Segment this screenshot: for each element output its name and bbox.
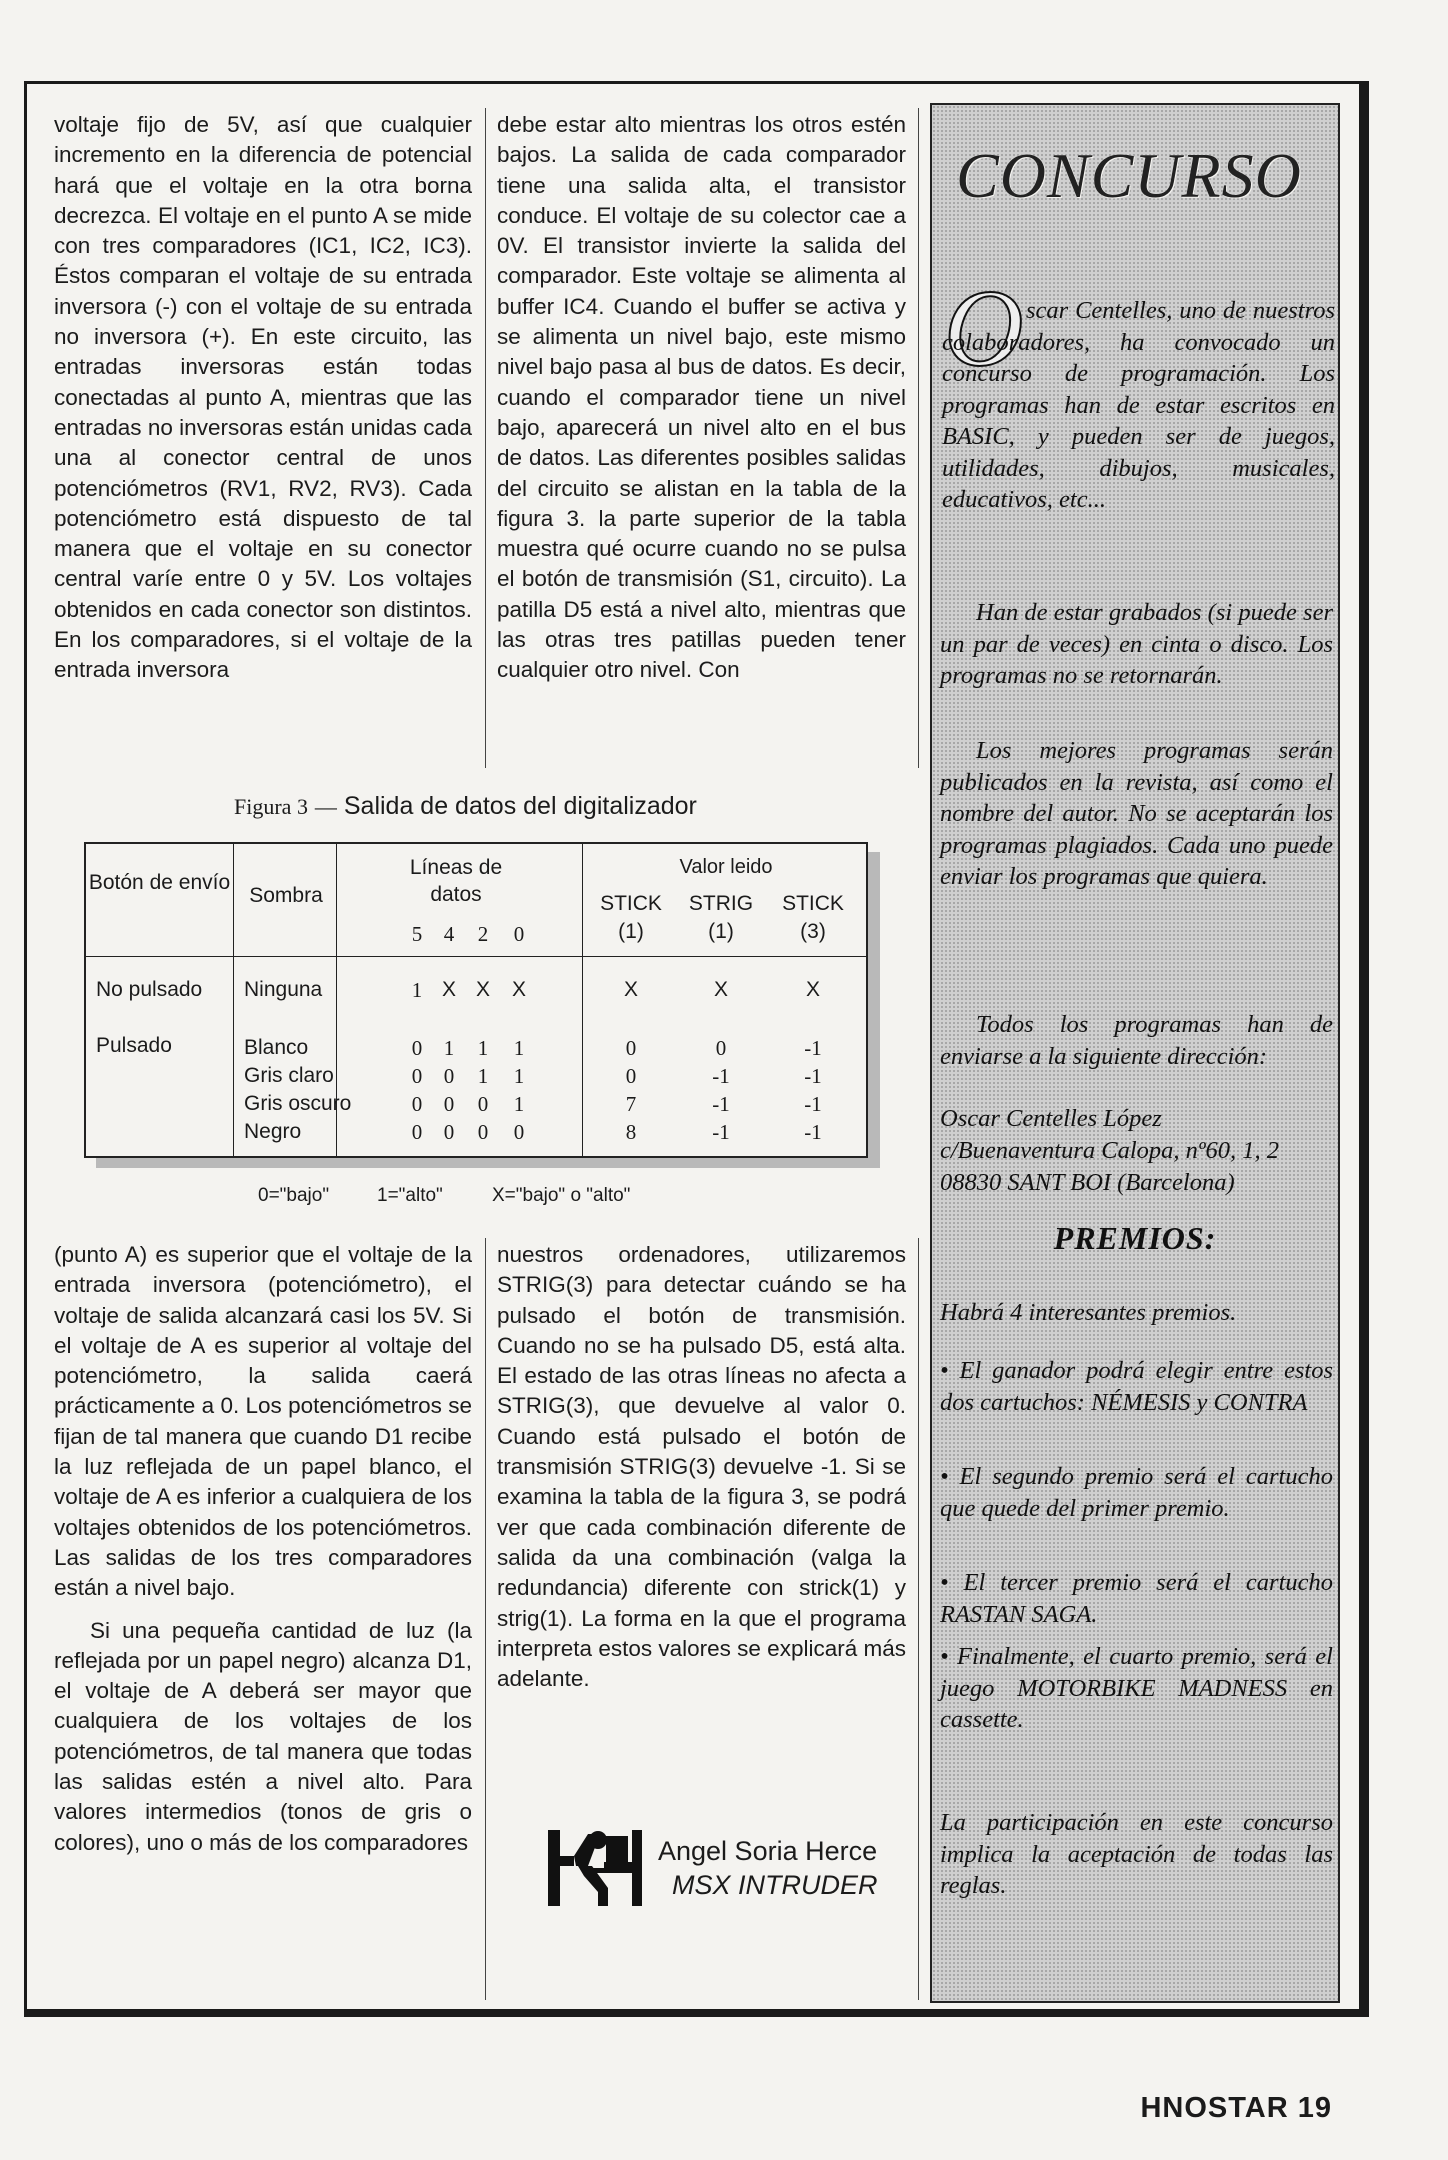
article-column-1 [54, 110, 472, 686]
header-valor: Valor leido [679, 856, 773, 878]
row-value: 0 [715, 1036, 727, 1060]
legend-alto: 1="alto" [377, 1185, 443, 1206]
header-bit: 0 [513, 922, 525, 946]
row-value: -1 [804, 1064, 822, 1088]
row-sombra: Gris claro [244, 1064, 334, 1087]
figure-caption [234, 792, 697, 821]
concurso-paragraph: Todos los programas han de enviarse a la siguiente dirección: [940, 1011, 1333, 1070]
concurso-closing: La participación en este concurso implica la aceptación de todas las reglas. [940, 1809, 1333, 1899]
computer-user-icon [548, 1826, 644, 1906]
row-bit: 0 [411, 1120, 423, 1144]
row-bit: X [511, 978, 526, 1001]
row-value: X [713, 978, 728, 1001]
column-divider [918, 1238, 919, 2000]
row-boton: Pulsado [96, 1034, 172, 1057]
address-line: Oscar Centelles López [940, 1105, 1162, 1132]
header-bit: 4 [443, 922, 455, 946]
header-stick1: STICK [600, 892, 662, 915]
row-bit: X [475, 978, 490, 1001]
column-divider [485, 108, 486, 768]
prize-item: • Finalmente, el cuarto premio, será el juego MOTORBIKE MADNESS en cassette. [940, 1643, 1333, 1733]
row-bit: 1 [477, 1064, 489, 1088]
header-stick3-sub: (3) [800, 920, 826, 943]
author-name: Angel Soria Herce [658, 1836, 878, 1866]
row-bit: 0 [411, 1064, 423, 1088]
header-sombra: Sombra [249, 884, 323, 907]
row-sombra: Blanco [244, 1036, 309, 1059]
row-value: -1 [712, 1120, 730, 1144]
row-value: -1 [804, 1036, 822, 1060]
header-strig1-sub: (1) [708, 920, 734, 943]
figure-3-table [84, 842, 868, 1158]
figure-label: Figura 3 [234, 794, 308, 819]
header-stick3: STICK [782, 892, 844, 915]
row-value: -1 [804, 1120, 822, 1144]
header-stick1-sub: (1) [618, 920, 644, 943]
row-bit: 0 [411, 1036, 423, 1060]
row-value: -1 [804, 1092, 822, 1116]
row-bit: 1 [477, 1036, 489, 1060]
column-divider [918, 108, 919, 768]
figure-title: Salida de datos del digitalizador [343, 792, 697, 820]
row-bit: 1 [513, 1036, 525, 1060]
prize-item: • El tercer premio será el cartucho RASTAN SAGA. [940, 1569, 1333, 1628]
prize-item: • El ganador podrá elegir entre estos dos cartuchos: NÉMESIS y CONTRA [940, 1357, 1333, 1416]
concurso-title: CONCURSO [956, 140, 1302, 211]
article-column-4 [497, 1240, 906, 1694]
header-strig1: STRIG [688, 892, 754, 915]
article-column-3 [54, 1240, 472, 1858]
legend-bajo: 0="bajo" [258, 1185, 330, 1206]
row-value: -1 [712, 1092, 730, 1116]
paragraph: nuestros ordenadores, utilizaremos STRIG(3) para detectar cuándo se ha pulsado el botón de transmisión. Cuando no se ha pulsado D5, está alta. El estado de las otras líneas no afecta a STRIG(3), que devuelve al valor 0. Cuando está pulsado el botón de transmisión STRIG(3) devuelve -1. Si se examina la tabla de la figura 3, se podrá ver que cada combinación diferente de salida da una combinación (valga la redundancia) diferente con strick(1) y strig(1). La forma en la que el programa interpreta estos valores se explicará más adelante. [497, 1242, 906, 1692]
concurso-intro: scar Centelles, uno de nuestros colaboradores, ha convocado un concurso de programación. Los programas han de estar escritos en BASIC, y pueden ser de juegos, utilidades, dibujos, musicales, educativos, etc... [942, 297, 1335, 513]
row-bit: 0 [513, 1120, 525, 1144]
row-value: 8 [625, 1120, 637, 1144]
author-signature [548, 1826, 918, 1906]
author-group: MSX INTRUDER [672, 1870, 878, 1900]
column-divider [485, 1238, 486, 2000]
row-value: 7 [625, 1092, 637, 1116]
concurso-paragraph: Han de estar grabados (si puede ser un par de veces) en cinta o disco. Los programas no se retornarán. [940, 599, 1333, 689]
prize-item: • El segundo premio será el cartucho que quede del primer premio. [940, 1463, 1333, 1522]
header-boton: Botón de envío [88, 871, 231, 894]
row-bit: 0 [443, 1120, 455, 1144]
legend-x: X="bajo" o "alto" [492, 1185, 631, 1206]
row-bit: 0 [443, 1092, 455, 1116]
row-bit: 0 [477, 1092, 489, 1116]
row-bit: 1 [443, 1036, 455, 1060]
address-line: 08830 SANT BOI (Barcelona) [940, 1169, 1235, 1196]
row-bit: X [441, 978, 456, 1001]
paragraph: voltaje fijo de 5V, así que cualquier incremento en la diferencia de potencial hará que el voltaje en la otra borna decrezca. El voltaje en el punto A se mide con tres comparadores (IC1, IC2, IC3). Éstos comparan el voltaje de su entrada inversora (-) con el voltaje de su entrada no inversora (+). En este circuito, las entradas inversoras están todas conectadas al punto A, mientras que las entradas no inversoras están unidas cada una al conector central de unos potenciómetros (RV1, RV2, RV3). Cada potenciómetro está dispuesto de tal manera que el voltaje en su conector central varíe entre 0 y 5V. Los voltajes obtenidos en cada conector son distintos. En los comparadores, si el voltaje de la entrada inversora [54, 112, 472, 683]
row-bit: 0 [443, 1064, 455, 1088]
premios-title: PREMIOS: [1053, 1220, 1217, 1256]
header-bit: 2 [477, 922, 489, 946]
row-sombra: Gris oscuro [244, 1092, 352, 1115]
row-value: 0 [625, 1036, 637, 1060]
row-value: X [623, 978, 638, 1001]
figure-dash: — [314, 794, 337, 819]
page-footer: HNOSTAR 19 [1140, 2092, 1332, 2124]
row-value: -1 [712, 1064, 730, 1088]
row-bit: 1 [513, 1064, 525, 1088]
header-bit: 5 [411, 922, 423, 946]
row-bit: 1 [513, 1092, 525, 1116]
header-lineas: Líneas de datos [409, 856, 503, 906]
article-column-2 [497, 110, 906, 686]
paragraph: Si una pequeña cantidad de luz (la reflejada por un papel negro) alcanza D1, el voltaje de A deberá ser mayor que cualquiera de los voltajes de los potenciómetros, de tal manera que todas las salidas estén a nivel alto. Para valores intermedios (tonos de gris o colores), uno o más de los comparadores [54, 1617, 472, 1855]
premios-intro: Habrá 4 interesantes premios. [940, 1299, 1237, 1326]
row-bit: 0 [411, 1092, 423, 1116]
row-value: 0 [625, 1064, 637, 1088]
paragraph: debe estar alto mientras los otros estén bajos. La salida de cada comparador tiene una salida alta, el transistor conduce. El voltaje de su colector cae a 0V. El transistor invierte la salida del comparador. Este voltaje se alimenta al buffer IC4. Cuando el buffer se activa y se alimenta un nivel bajo, este mismo nivel bajo pasa al bus de datos. Es decir, cuando el comparador tiene un nivel bajo, aparecerá un nivel alto en el bus de datos. Las diferentes posibles salidas del circuito se alistan en la tabla de la figura 3. la parte superior de la tabla muestra qué ocurre cuando no se pulsa el botón de transmisión (S1, circuito). La patilla D5 está a nivel alto, mientras que las otras tres patillas pueden tener cualquier otro nivel. Con [497, 112, 906, 683]
row-value: X [805, 978, 820, 1001]
paragraph: (punto A) es superior que el voltaje de la entrada inversora (potenciómetro), el voltaje de salida alcanzará casi los 5V. Si el voltaje de A es superior al voltaje del potenciómetro, la salida caerá prácticamente a 0. Los potenciómetros se fijan de tal manera que cuando D1 recibe la luz reflejada de un papel blanco, el voltaje de A es inferior a cualquiera de los voltajes obtenidos de los potenciómetros. Las salidas de los tres comparadores están a nivel bajo. [54, 1242, 472, 1601]
concurso-paragraph: Los mejores programas serán publicados en la revista, así como el nombre del autor. No se aceptarán los programas plagiados. Cada uno puede enviar los programas que quiera. [940, 737, 1333, 890]
row-sombra: Ninguna [244, 978, 323, 1001]
drop-cap: O [944, 267, 1024, 389]
row-sombra: Negro [244, 1120, 302, 1143]
concurso-sidebar [930, 103, 1340, 2003]
row-boton: No pulsado [96, 978, 203, 1001]
address-line: c/Buenaventura Calopa, nº60, 1, 2 [940, 1137, 1279, 1164]
row-bit: 1 [411, 978, 423, 1002]
row-bit: 0 [477, 1120, 489, 1144]
